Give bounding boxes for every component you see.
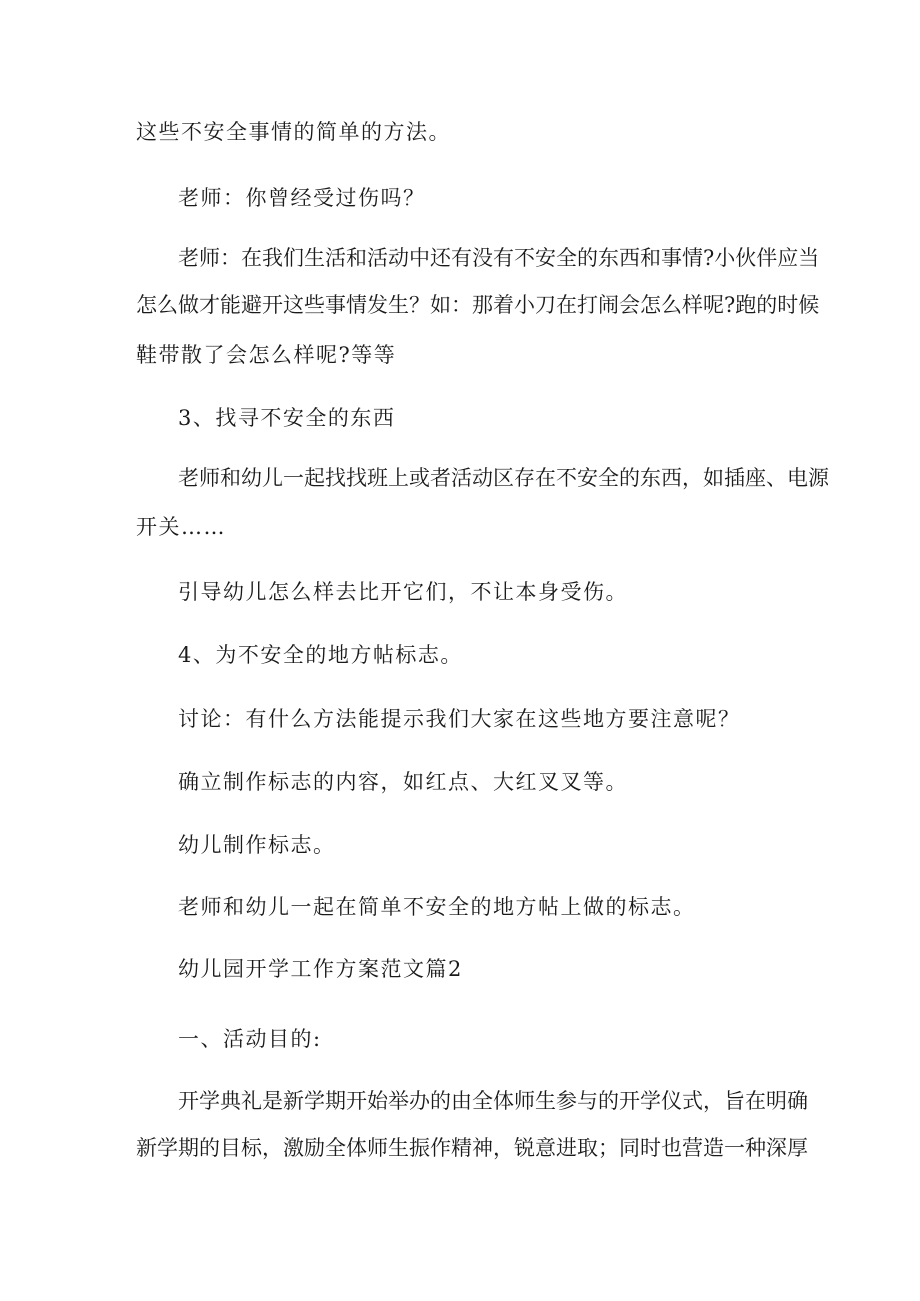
paragraph-line: 老师：你曾经受过伤吗？ [178, 186, 426, 210]
paragraph-line: 开关…… [136, 515, 226, 539]
paragraph-line: 这些不安全事情的简单的方法。 [136, 120, 451, 144]
section-heading: 3、找寻不安全的东西 [178, 406, 396, 430]
section-heading: 4、为不安全的地方帖标志。 [178, 643, 463, 667]
paragraph-line: 新学期的目标，激励全体师生振作精神，锐意进取；同时也营造一种深厚 [136, 1136, 808, 1160]
paragraph-line: 讨论：有什么方法能提示我们大家在这些地方要注意呢？ [178, 707, 741, 731]
paragraph-line: 确立制作标志的内容，如红点、大红叉叉等。 [178, 770, 628, 794]
paragraph-line: 引导幼儿怎么样去比开它们，不让本身受伤。 [178, 580, 628, 604]
section-heading: 一、活动目的: [178, 1027, 322, 1051]
paragraph-line: 幼儿制作标志。 [178, 833, 336, 857]
paragraph-line: 老师：在我们生活和活动中还有没有不安全的东西和事情?小伙伴应当 [178, 246, 820, 270]
article-title: 幼儿园开学工作方案范文篇2 [178, 957, 463, 981]
paragraph-line: 开学典礼是新学期开始举办的由全体师生参与的开学仪式，旨在明确 [178, 1089, 808, 1113]
paragraph-line: 老师和幼儿一起在简单不安全的地方帖上做的标志。 [178, 895, 696, 919]
paragraph-line: 怎么做才能避开这些事情发生？如：那着小刀在打闹会怎么样呢?跑的时候 [136, 293, 820, 317]
paragraph-line: 老师和幼儿一起找找班上或者活动区存在不安全的东西，如插座、电源 [178, 466, 829, 490]
paragraph-line: 鞋带散了会怎么样呢?等等 [136, 343, 397, 367]
